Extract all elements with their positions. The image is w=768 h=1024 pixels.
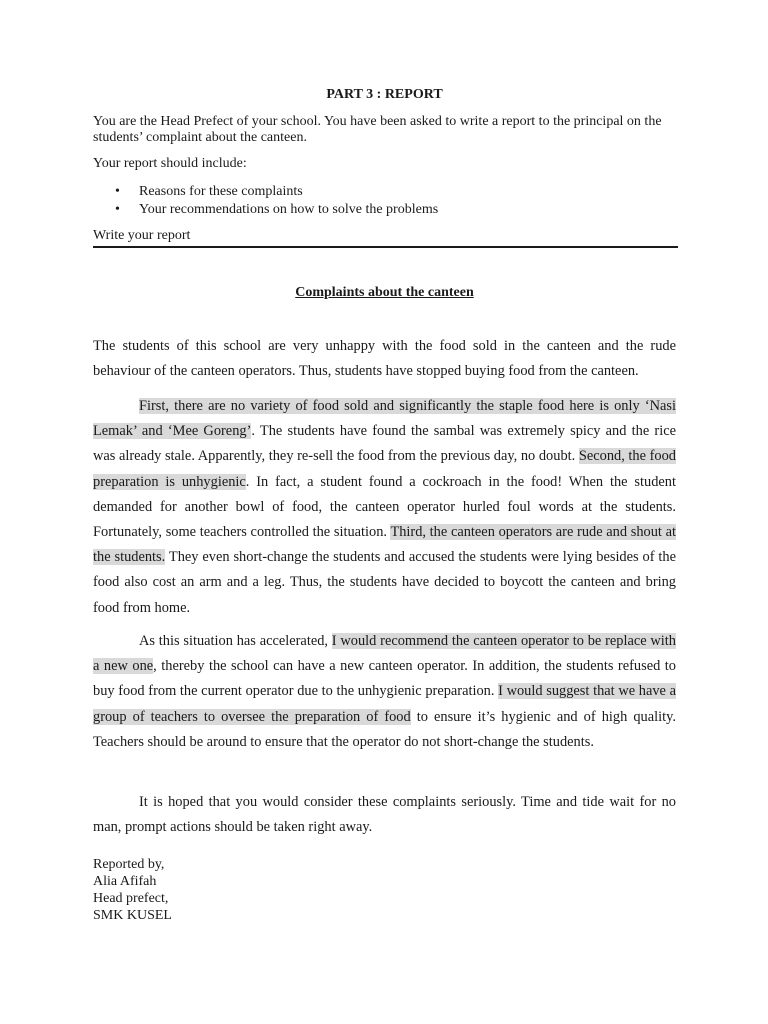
highlight-third-reason: Third, the canteen operators are rude and shout at the students.	[93, 524, 676, 566]
paragraph-intro: The students of this school are very unhappy with the food sold in the canteen and the rude behaviour of the canteen operators. Thus, students have stopped buying food from the canteen.	[93, 338, 676, 380]
report-title: Complaints about the canteen	[295, 285, 474, 300]
signature-role: Head prefect,	[93, 891, 169, 906]
divider-line	[93, 246, 678, 248]
paragraph-recommendations	[93, 629, 676, 755]
signature-block	[93, 856, 172, 924]
paragraph-text: . The students have found the sambal was extremely spicy and the rice was already stale. Apparently, they re-sell the food from the previous day, no doubt.	[93, 423, 677, 465]
paragraph-reasons	[93, 394, 676, 621]
signature-name: Alia Afifah	[93, 874, 157, 889]
highlight-first-reason: First, there are no variety of food sold and significantly the staple food here is only ‘Nasi Lemak’ and ‘Mee Goreng’	[93, 398, 676, 440]
include-label: Your report should include:	[93, 156, 247, 171]
highlight-second-recommendation: I would suggest that we have a group of teachers to oversee the preparation of food	[93, 683, 676, 725]
part-title: PART 3 : REPORT	[326, 87, 443, 102]
highlight-second-reason: Second, the food preparation is unhygienic	[93, 448, 676, 490]
write-label: Write your report	[93, 228, 191, 243]
paragraph-conclusion: It is hoped that you would consider these complaints seriously. Time and tide wait for no man, prompt actions should be taken right away.	[93, 794, 676, 836]
requirements-list	[93, 183, 438, 219]
highlight-first-recommendation: I would recommend the canteen operator to be replace with a new one	[93, 633, 676, 675]
paragraph-text: , thereby the school can have a new canteen operator. In addition, the students refused to buy food from the current operator due to the unhygienic preparation.	[93, 658, 676, 700]
paragraph-text: As this situation has accelerated,	[139, 633, 332, 649]
paragraph-text: . In fact, a student found a cockroach in the food! When the student demanded for another bowl of food, the canteen operator hurled foul words at the students. Fortunately, some teachers controlled the situation.	[93, 473, 676, 541]
task-instruction: You are the Head Prefect of your school. You have been asked to write a report to the principal on the students’ complaint about the canteen.	[93, 114, 662, 145]
signature-school: SMK KUSEL	[93, 908, 172, 923]
signature-line: Reported by,	[93, 857, 165, 872]
requirement-item: • Your recommendations on how to solve the problems	[93, 201, 438, 219]
requirement-item: • Reasons for these complaints	[93, 183, 438, 201]
paragraph-text: to ensure it’s hygienic and of high quality. Teachers should be around to ensure that the operator do not short-change the students.	[93, 708, 676, 750]
paragraph-text: They even short-change the students and accused the students were lying besides of the food also cost an arm and a leg. Thus, the students have decided to boycott the canteen and bring food from home.	[93, 549, 676, 616]
